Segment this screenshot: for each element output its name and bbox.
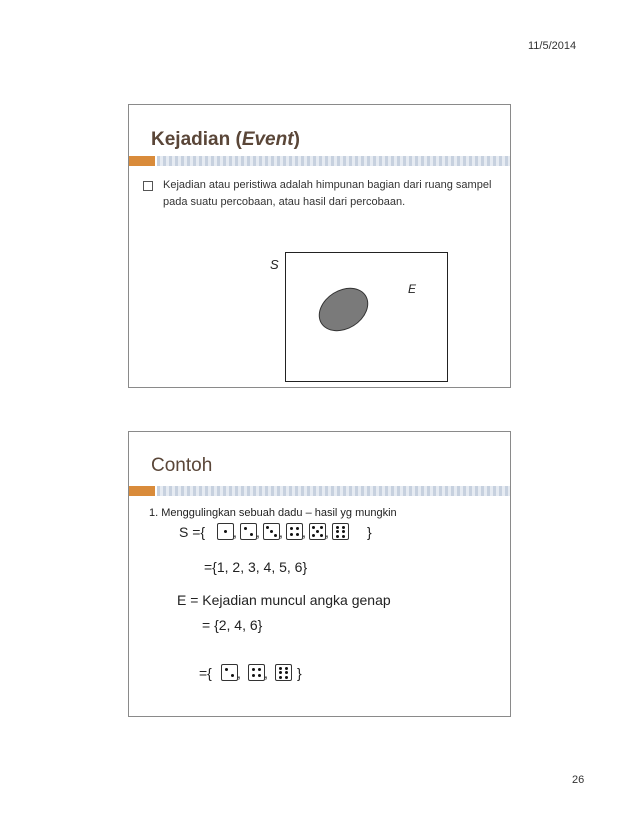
page-date: 11/5/2014 xyxy=(528,40,577,52)
die-face-1-icon xyxy=(217,523,234,540)
title-close: ) xyxy=(293,129,300,150)
comma-separator: , xyxy=(302,524,306,540)
page-number: 26 xyxy=(572,774,585,786)
comma-separator: , xyxy=(233,524,237,540)
venn-sample-space xyxy=(285,252,448,382)
die-face-2-icon xyxy=(221,664,238,681)
slide-kejadian xyxy=(128,104,511,388)
title-bar xyxy=(129,486,510,496)
die-face-6-icon xyxy=(332,523,349,540)
s-numeric: ={1, 2, 3, 4, 5, 6} xyxy=(204,559,308,575)
die-face-4-icon xyxy=(248,664,265,681)
title-bar xyxy=(129,156,510,166)
e-values: = {2, 4, 6} xyxy=(202,617,263,633)
venn-label-e: E xyxy=(408,282,417,296)
venn-label-s: S xyxy=(270,257,279,272)
bullet-text: Kejadian atau peristiwa adalah himpunan bagian dari ruang sampel pada suatu percobaan, atau hasil dari percobaan. xyxy=(163,179,492,208)
s-prefix: S ={ xyxy=(179,524,206,540)
slide-title xyxy=(151,129,300,151)
comma-separator: , xyxy=(256,524,260,540)
title-emphasis: Event xyxy=(241,129,294,150)
die-face-6-icon xyxy=(275,664,292,681)
slide-contoh xyxy=(128,431,511,717)
slide-title: Contoh xyxy=(151,455,213,476)
e-definition: E = Kejadian muncul angka genap xyxy=(177,592,391,608)
comma-separator: , xyxy=(264,665,268,681)
die-face-3-icon xyxy=(263,523,280,540)
list-item-1: 1. Menggulingkan sebuah dadu – hasil yg mungkin xyxy=(149,507,397,519)
comma-separator: , xyxy=(279,524,283,540)
e-dice-prefix: ={ xyxy=(199,665,212,681)
e-dice-suffix: } xyxy=(297,665,302,681)
title-main: Kejadian ( xyxy=(151,129,242,150)
comma-separator: , xyxy=(237,665,241,681)
bullet-square-icon xyxy=(143,181,153,191)
dice-set-s xyxy=(217,522,377,540)
die-face-4-icon xyxy=(286,523,303,540)
comma-separator: , xyxy=(325,524,329,540)
venn-event-ellipse xyxy=(311,279,377,340)
die-face-2-icon xyxy=(240,523,257,540)
s-suffix: } xyxy=(367,524,372,540)
die-face-5-icon xyxy=(309,523,326,540)
